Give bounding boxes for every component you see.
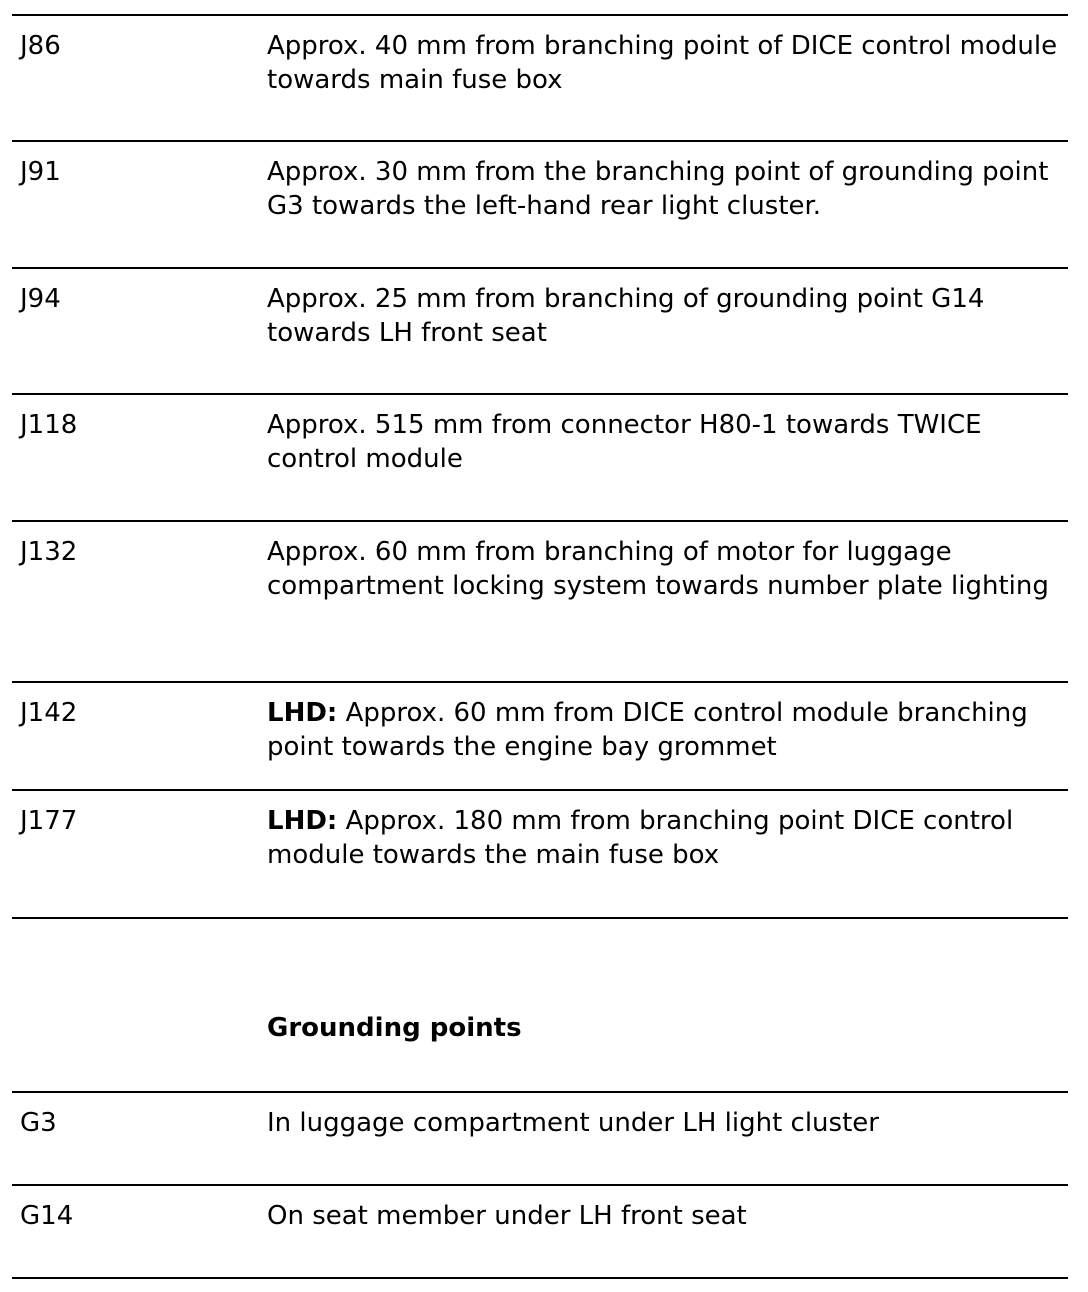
connector-location: Approx. 30 mm from the branching point of grounding point G3 towards the left-hand rear light cluster. <box>267 157 1049 221</box>
connector-location <box>267 804 1067 872</box>
table-row <box>12 395 1068 520</box>
grounding-points-heading: Grounding points <box>267 1013 522 1043</box>
connector-location <box>267 696 1067 764</box>
connector-code: J132 <box>20 537 78 567</box>
table-row <box>12 522 1068 681</box>
connector-location: Approx. 60 mm from branching of motor for luggage compartment locking system towards number plate lighting <box>267 537 1049 601</box>
connector-location: Approx. 515 mm from connector H80-1 towards TWICE control module <box>267 410 982 474</box>
document-page <box>12 14 1068 1279</box>
connector-code: J142 <box>20 698 78 728</box>
connector-code: J118 <box>20 410 78 440</box>
table-row <box>12 683 1068 789</box>
connector-code: J177 <box>20 806 78 836</box>
table-rule <box>12 1277 1068 1279</box>
table-row <box>12 16 1068 140</box>
lhd-label: LHD: <box>267 698 338 728</box>
connector-location-text: Approx. 180 mm from branching point DICE control module towards the main fuse box <box>267 806 1014 870</box>
table-row <box>12 269 1068 393</box>
table-row <box>12 791 1068 917</box>
connector-code: J86 <box>20 31 61 61</box>
connector-location-text: Approx. 60 mm from DICE control module branching point towards the engine bay grommet <box>267 698 1028 762</box>
table-row <box>12 142 1068 267</box>
lhd-label: LHD: <box>267 806 338 836</box>
connector-code: J94 <box>20 284 61 314</box>
connector-location: Approx. 25 mm from branching of grounding point G14 towards LH front seat <box>267 284 985 348</box>
table-row <box>12 1093 1068 1184</box>
connector-code: J91 <box>20 157 61 187</box>
grounding-location: In luggage compartment under LH light cluster <box>267 1108 879 1138</box>
connector-location: Approx. 40 mm from branching point of DICE control module towards main fuse box <box>267 31 1058 95</box>
grounding-location: On seat member under LH front seat <box>267 1201 747 1231</box>
grounding-code: G3 <box>20 1108 57 1138</box>
table-row <box>12 1186 1068 1277</box>
grounding-code: G14 <box>20 1201 74 1231</box>
section-heading-block <box>12 919 1068 1091</box>
